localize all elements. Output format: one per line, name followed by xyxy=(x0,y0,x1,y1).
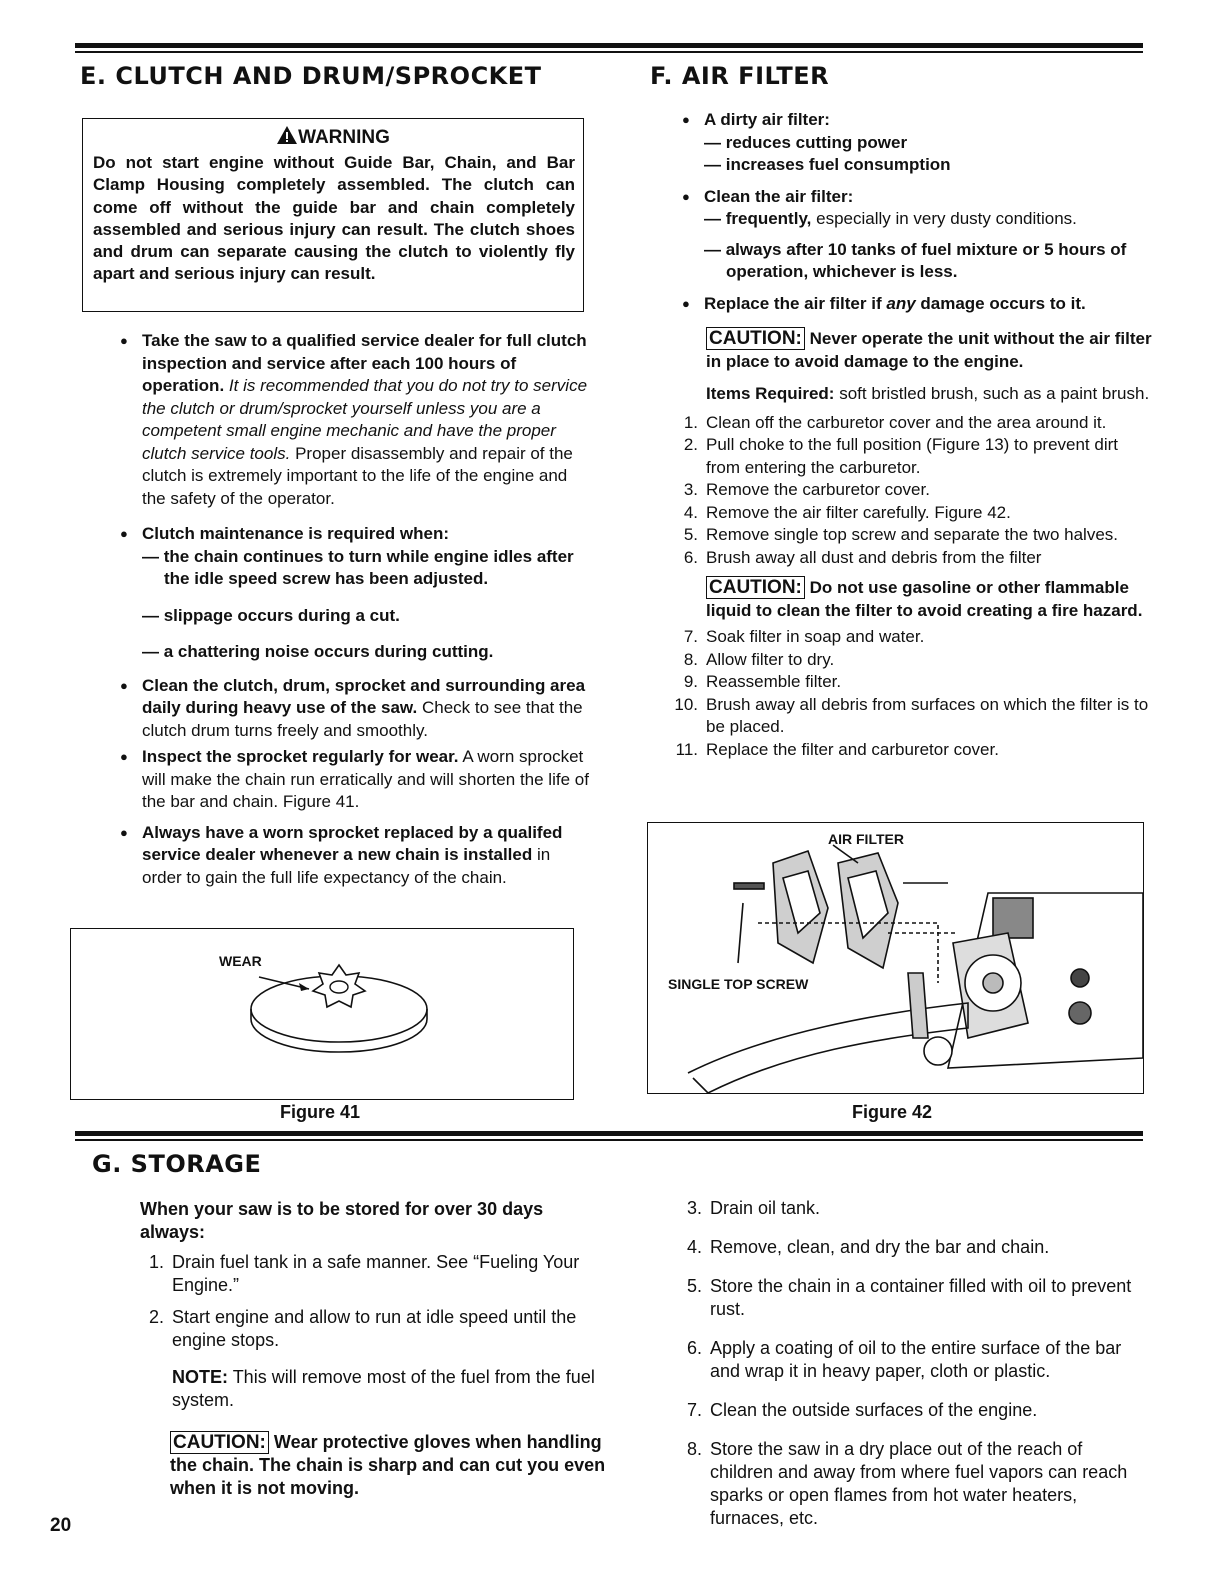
clean-clutch-rest: Check to see that the clutch drum turns freely and smoothly. xyxy=(142,698,583,740)
list-item xyxy=(120,822,590,890)
maintenance-item: — a chattering noise occurs during cutting. xyxy=(142,642,494,661)
step-item xyxy=(674,547,1152,570)
step-text: Store the chain in a container filled with oil to prevent rust. xyxy=(710,1276,1132,1319)
clutch-service-bold: Take the saw to a qualified service dealer for full clutch inspection and service after each 100 hours of operation. xyxy=(142,331,587,395)
step-number: 5. xyxy=(686,1276,702,1296)
step-text: Soak filter in soap and water. xyxy=(706,627,925,646)
list-item xyxy=(120,523,590,664)
step-number: 2. xyxy=(683,435,698,454)
storage-step xyxy=(140,1306,612,1352)
top-rule-thin xyxy=(75,51,1143,53)
figure-42-label-air-filter: AIR FILTER xyxy=(828,831,904,847)
step-number: 2. xyxy=(148,1307,164,1327)
step-text: Brush away all dust and debris from the filter xyxy=(706,547,1042,567)
warning-triangle-icon xyxy=(276,125,298,145)
replace-filter-italic: any xyxy=(886,293,916,313)
replace-filter-b: damage occurs to it. xyxy=(920,293,1086,313)
note-label: NOTE: xyxy=(172,1367,228,1387)
step-number: 6. xyxy=(686,1338,702,1358)
step-number: 1. xyxy=(148,1252,164,1272)
air-filter-illustration xyxy=(648,823,1143,1093)
storage-left-column xyxy=(140,1198,612,1500)
warning-text: Do not start engine without Guide Bar, Chain, and Bar Clamp Housing completely assembled. The clutch can come off without the guide bar and chain completely assembled and serious injury can result. The clutch shoes and drum can separate causing the clutch to violently fly apart and serious injury can result. xyxy=(93,153,575,284)
figure-42-label-screw: SINGLE TOP SCREW xyxy=(668,976,809,992)
step-number: 1. xyxy=(683,412,698,432)
caution-tag: CAUTION: xyxy=(706,576,805,599)
step-text: Allow filter to dry. xyxy=(706,649,835,669)
list-item xyxy=(682,293,1152,316)
sprocket-illustration xyxy=(71,929,573,1099)
caution-text: Wear protective gloves when handling the chain. The chain is sharp and can cut you even when it is not moving. xyxy=(170,1432,606,1498)
figure-41-box xyxy=(70,928,574,1100)
steps-list xyxy=(674,412,1152,570)
list-item xyxy=(120,746,590,814)
storage-note xyxy=(172,1366,612,1412)
warning-title-row xyxy=(83,125,583,149)
caution-never-operate xyxy=(706,328,1152,373)
step-item xyxy=(674,434,1152,479)
list-item xyxy=(682,109,1152,177)
replace-filter-a: Replace the air filter if xyxy=(704,293,882,313)
step-number: 5. xyxy=(683,525,698,544)
dirty-filter-item: — increases fuel consumption xyxy=(704,155,951,174)
step-item xyxy=(678,1399,1148,1422)
step-item xyxy=(674,502,1152,525)
caution-tag: CAUTION: xyxy=(706,327,805,350)
storage-caution xyxy=(170,1431,612,1500)
steps-list xyxy=(674,626,1152,761)
items-required xyxy=(706,383,1152,406)
step-number: 7. xyxy=(686,1400,702,1420)
inspect-sprocket-rest: A worn sprocket will make the chain run erratically and will shorten the life of the bar and chain. Figure 41. xyxy=(142,747,589,811)
storage-intro: When your saw is to be stored for over 30 days always: xyxy=(140,1199,544,1242)
clean-clutch-bold: Clean the clutch, drum, sprocket and surrounding area daily during heavy use of the saw. xyxy=(142,675,586,717)
step-item xyxy=(674,739,1152,762)
step-number: 3. xyxy=(686,1198,702,1218)
step-item xyxy=(674,479,1152,502)
step-item xyxy=(674,524,1152,547)
step-number: 10. xyxy=(674,694,698,714)
step-number: 8. xyxy=(683,649,698,669)
dirty-filter-lead: ● A dirty air filter: xyxy=(704,110,830,129)
step-number: 4. xyxy=(686,1237,702,1257)
step-item xyxy=(674,626,1152,649)
note-text: This will remove most of the fuel from the fuel system. xyxy=(172,1367,595,1410)
step-number: 8. xyxy=(686,1439,702,1459)
step-item xyxy=(678,1438,1148,1530)
clean-filter-item: — always after 10 tanks of fuel mixture or 5 hours of operation, whichever is less. xyxy=(704,239,1127,281)
step-item xyxy=(678,1275,1148,1321)
section-e-heading: E. CLUTCH AND DRUM/SPROCKET xyxy=(80,62,542,90)
step-text: Remove the air filter carefully. Figure 42. xyxy=(706,502,1011,522)
replace-sprocket-rest: in order to gain the full life expectancy of the chain. xyxy=(142,845,551,887)
caution-flammable xyxy=(706,577,1152,622)
step-item xyxy=(674,671,1152,694)
step-text: Replace the filter and carburetor cover. xyxy=(706,739,999,759)
inspect-sprocket-bold: Inspect the sprocket regularly for wear. xyxy=(142,747,459,766)
warning-box xyxy=(82,118,584,312)
step-text: Apply a coating of oil to the entire surface of the bar and wrap it in heavy paper, cloth or plastic. xyxy=(710,1338,1122,1381)
step-item xyxy=(674,649,1152,672)
dirty-filter-item: — reduces cutting power xyxy=(704,132,908,152)
section-g-heading: G. STORAGE xyxy=(92,1150,262,1178)
clutch-service-italic: It is recommended that you do not try to service the clutch or drum/sprocket yourself unless you are a competent small engine mechanic and have the proper clutch service tools. xyxy=(142,376,588,463)
caution-text: Never operate the unit without the air filter in place to avoid damage to the engine. xyxy=(706,329,1152,371)
clean-filter-item-bold: — frequently, xyxy=(704,209,812,228)
step-item xyxy=(678,1337,1148,1383)
step-item xyxy=(674,412,1152,435)
section-e-body xyxy=(120,330,590,889)
page-number: 20 xyxy=(50,1515,72,1536)
step-text: Drain oil tank. xyxy=(710,1198,821,1218)
items-required-text: soft bristled brush, such as a paint brush. xyxy=(839,384,1150,403)
warning-title: WARNING xyxy=(298,127,390,148)
storage-rule-thin xyxy=(75,1139,1143,1141)
step-text: Store the saw in a dry place out of the reach of children and away from where fuel vapors can reach sparks or open flames from hot water heaters, furnaces, etc. xyxy=(710,1439,1128,1528)
step-text: Reassemble filter. xyxy=(706,672,842,691)
caution-tag: CAUTION: xyxy=(170,1431,269,1454)
section-f-heading: F. AIR FILTER xyxy=(650,62,830,90)
step-number: 7. xyxy=(683,627,698,646)
section-f-body xyxy=(674,109,1152,761)
figure-42-caption: Figure 42 xyxy=(851,1102,933,1122)
figure-41-label: WEAR xyxy=(219,953,262,969)
storage-right-column xyxy=(678,1197,1148,1530)
top-rule-thick xyxy=(75,43,1143,48)
step-item xyxy=(678,1197,1148,1220)
step-number: 6. xyxy=(683,547,698,567)
step-text: Drain fuel tank in a safe manner. See “Fueling Your Engine.” xyxy=(172,1252,580,1295)
step-text: Clean the outside surfaces of the engine. xyxy=(710,1400,1038,1420)
replace-sprocket-bold: Always have a worn sprocket replaced by a qualifed service dealer whenever a new chain is installed xyxy=(142,822,563,864)
storage-step xyxy=(140,1251,612,1297)
step-number: 3. xyxy=(683,480,698,499)
step-number: 11. xyxy=(675,739,698,759)
caution-text: Do not use gasoline or other flammable liquid to clean the filter to avoid creating a fire hazard. xyxy=(706,578,1143,620)
step-number: 4. xyxy=(683,502,698,522)
figure-42-box xyxy=(647,822,1144,1094)
step-item xyxy=(674,694,1152,739)
step-number: 9. xyxy=(683,672,698,691)
step-text: Start engine and allow to run at idle speed until the engine stops. xyxy=(172,1307,577,1350)
maintenance-item: — the chain continues to turn while engine idles after the idle speed screw has been adjusted. xyxy=(142,546,574,588)
list-item xyxy=(682,186,1152,284)
list-item xyxy=(120,675,590,743)
clean-filter-lead: ● Clean the air filter: xyxy=(704,186,854,206)
step-text: Clean off the carburetor cover and the area around it. xyxy=(706,412,1107,432)
storage-rule-thick xyxy=(75,1131,1143,1136)
clean-filter-item-rest: especially in very dusty conditions. xyxy=(816,209,1077,228)
step-text: Pull choke to the full position (Figure 13) to prevent dirt from entering the carburetor. xyxy=(706,435,1118,477)
items-required-label: Items Required: xyxy=(706,384,835,403)
figure-41-caption: Figure 41 xyxy=(279,1102,361,1122)
step-text: Brush away all debris from surfaces on which the filter is to be placed. xyxy=(706,694,1149,736)
step-item xyxy=(678,1236,1148,1259)
step-text: Remove single top screw and separate the two halves. xyxy=(706,525,1119,544)
list-item xyxy=(120,330,590,510)
clutch-service-rest: Proper disassembly and repair of the clutch is extremely important to the life of the engine and the safety of the operator. xyxy=(142,443,573,508)
step-text: Remove the carburetor cover. xyxy=(706,480,930,499)
maintenance-item: — slippage occurs during a cut. xyxy=(142,605,400,625)
maintenance-lead: ● Clutch maintenance is required when: xyxy=(142,524,450,543)
step-text: Remove, clean, and dry the bar and chain. xyxy=(710,1237,1050,1257)
